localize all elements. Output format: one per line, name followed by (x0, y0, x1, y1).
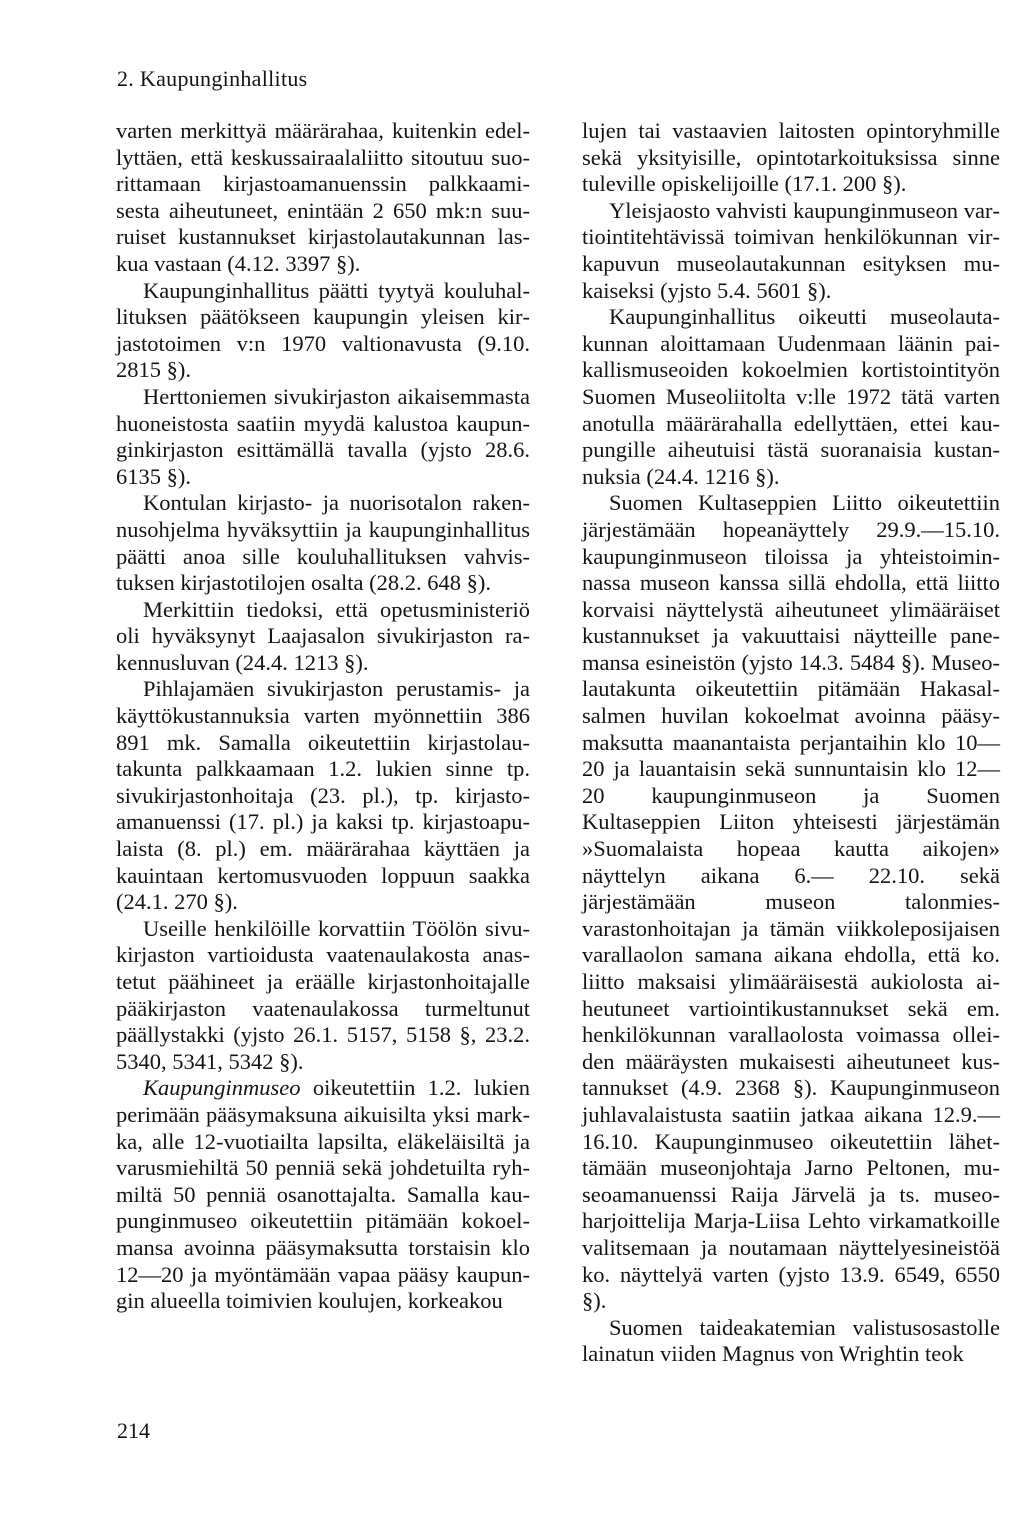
paragraph (116, 1075, 530, 1314)
right-column (582, 118, 1000, 1368)
paragraph: Kaupunginhallitus oikeutti museolautakunnan aloittamaan Uudenmaan läänin paikallismuseoiden kokoelmien kortistointityön Suomen Museoliitolta v:lle 1972 tätä varten anotulla määrärahalla edellyttäen, ettei kaupungille aiheutuisi tästä suoranaisia kustannuksia (24.4. 1216 §). (582, 304, 1000, 489)
paragraph: Kontulan kirjasto- ja nuorisotalon rakennusohjelma hyväksyttiin ja kaupunginhallitus päätti anoa sille kouluhallituksen vahvistuksen kirjastotilojen osalta (28.2. 648 §). (116, 490, 530, 596)
paragraph: lujen tai vastaavien laitosten opintoryhmille sekä yksityisille, opintotarkoituksissa sinne tuleville opiskelijoille (17.1. 200 §). (582, 118, 1000, 197)
paragraph: Kaupunginhallitus päätti tyytyä kouluhallituksen päätökseen kaupungin yleisen kirjastotoimen v:n 1970 valtionavusta (9.10. 2815 §). (116, 277, 530, 383)
paragraph: varten merkittyä määrärahaa, kuitenkin edellyttäen, että keskussairaalaliitto sitoutuu suorittamaan kirjastoamanuenssin palkkaamisesta aiheutuneet, enintään 2 650 mk:n suuruiset kustannukset kirjastolautakunnan laskua vastaan (4.12. 3397 §). (116, 118, 530, 276)
paragraph-text: oikeutettiin 1.2. lukien perimään pääsymaksuna aikuisilta yksi markka, alle 12-vuotiailta lapsilta, eläkeläisiltä ja varusmiehiltä 50 penniä sekä johdetuilta ryhmiltä 50 penniä osanottajalta. Samalla kaupunginmuseo oikeutettiin pitämään kokoelmansa avoinna pääsymaksutta torstaisin klo 12—20 ja myöntämään vapaa pääsy kaupungin alueella toimivien koulujen, korkeakou (116, 1075, 530, 1314)
paragraph: Useille henkilöille korvattiin Töölön sivukirjaston vartioidusta vaatenaulakosta anastetut päähineet ja eräälle kirjastonhoitajalle pääkirjaston vaatenaulakossa turmeltunut päällystakki (yjsto 26.1. 5157, 5158 §, 23.2. 5340, 5341, 5342 §). (116, 915, 530, 1074)
paragraph: Merkittiin tiedoksi, että opetusministeriö oli hyväksynyt Laajasalon sivukirjaston rakennusluvan (24.4. 1213 §). (116, 596, 530, 675)
left-column (116, 118, 530, 1315)
italic-term: Kaupunginmuseo (143, 1075, 301, 1101)
page-number: 214 (117, 1418, 150, 1443)
paragraph: Suomen taideakatemian valistusosastolle lainatun viiden Magnus von Wrightin teok (582, 1314, 1000, 1367)
paragraph: Pihlajamäen sivukirjaston perustamis- ja käyttökustannuksia varten myönnettiin 386 891 mk. Samalla oikeutettiin kirjastolautakunta palkkaamaan 1.2. lukien sinne tp. sivukirjastonhoitaja (23. pl.), tp. kirjastoamanuenssi (17. pl.) ja kaksi tp. kirjastoapulaista (8. pl.) em. määrärahaa käyttäen ja kauintaan kertomusvuoden loppuun saakka (24.1. 270 §). (116, 676, 530, 915)
paragraph: Herttoniemen sivukirjaston aikaisemmasta huoneistosta saatiin myydä kalustoa kaupunginkirjaston esittämällä tavalla (yjsto 28.6. 6135 §). (116, 383, 530, 489)
paragraph: Yleisjaosto vahvisti kaupunginmuseon vartiointitehtävissä toimivan henkilökunnan virkapuvun museolautakunnan esityksen mukaiseksi (yjsto 5.4. 5601 §). (582, 197, 1000, 303)
paragraph: Suomen Kultaseppien Liitto oikeutettiin järjestämään hopeanäyttely 29.9.—15.10. kaupunginmuseon tiloissa ja yhteistoiminnassa museon kanssa sillä ehdolla, että liitto korvaisi näyttelystä aiheutuneet ylimääräiset kustannukset ja vakuuttaisi näytteille panemansa esineistön (yjsto 14.3. 5484 §). Museolautakunta oikeutettiin pitämään Hakasalsalmen huvilan kokoelmat avoinna pääsymaksutta maanantaista perjantaihin klo 10— 20 ja lauantaisin sekä sunnuntaisin klo 12—20 kaupunginmuseon ja Suomen Kultaseppien Liiton yhteisesti järjestämän »Suomalaista hopeaa kautta aikojen» näyttelyn aikana 6.— 22.10. sekä järjestämään museon talonmiesvarastonhoitajan ja tämän viikkoleposijaisen varallaolon samana aikana ehdolla, että ko. liitto maksaisi ylimääräisestä aukiolosta aiheutuneet vartiointikustannukset sekä em. henkilökunnan varallaolosta voimassa olleiden määräysten mukaisesti aiheutuneet kustannukset (4.9. 2368 §). Kaupunginmuseon juhlavalaistusta saatiin jatkaa aikana 12.9.— 16.10. Kaupunginmuseo oikeutettiin lähettämään museonjohtaja Jarno Peltonen, museoamanuenssi Raija Järvelä ja ts. museoharjoittelija Marja-Liisa Lehto virkamatkoille valitsemaan ja noutamaan näyttelyesineistöä ko. näyttelyä varten (yjsto 13.9. 6549, 6550 §). (582, 490, 1000, 1314)
running-header: 2. Kaupunginhallitus (117, 66, 308, 91)
